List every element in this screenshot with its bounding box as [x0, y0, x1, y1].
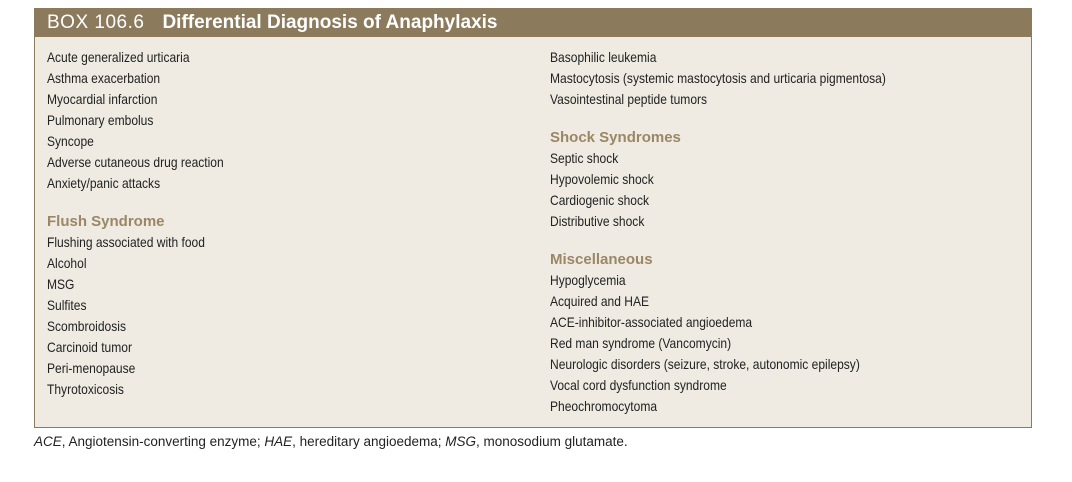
list-item: Scombroidosis — [47, 318, 126, 334]
list-item: Sulfites — [47, 297, 87, 313]
list-item: Thyrotoxicosis — [47, 381, 124, 397]
list-item: Distributive shock — [550, 213, 645, 229]
list-item: Acute generalized urticaria — [47, 49, 190, 65]
right-column — [550, 47, 1020, 417]
flush-syndrome-heading: Flush Syndrome — [47, 213, 165, 230]
flush-syndrome-list — [47, 232, 527, 400]
list-item: Alcohol — [47, 255, 87, 271]
miscellaneous-list — [550, 270, 1020, 417]
shock-syndromes-list — [550, 148, 1020, 232]
list-item: Asthma exacerbation — [47, 70, 161, 86]
box-header — [35, 9, 1031, 37]
list-item: Hypovolemic shock — [550, 171, 654, 187]
abbreviations-footnote — [34, 434, 628, 449]
list-item: Red man syndrome (Vancomycin) — [550, 335, 732, 351]
shock-syndromes-heading: Shock Syndromes — [550, 129, 681, 146]
list-item: MSG — [47, 276, 75, 292]
list-item: Acquired and HAE — [550, 293, 650, 309]
list-item: Vasointestinal peptide tumors — [550, 91, 708, 107]
list-item: ACE-inhibitor-associated angioedema — [550, 314, 753, 330]
list-item: Peri-menopause — [47, 360, 136, 376]
box-label: BOX 106.6 — [47, 12, 145, 33]
list-item: Anxiety/panic attacks — [47, 175, 161, 191]
list-item: Pheochromocytoma — [550, 398, 658, 414]
general-list — [47, 47, 527, 194]
diagnosis-box — [34, 8, 1032, 428]
list-item: Hypoglycemia — [550, 272, 626, 288]
footnote-ace-text: , Angiotensin-converting enzyme; — [61, 434, 265, 449]
list-item: Pulmonary embolus — [47, 112, 154, 128]
footnote-msg-abbr: MSG — [445, 434, 477, 449]
list-item: Myocardial infarction — [47, 91, 158, 107]
list-item: Septic shock — [550, 150, 619, 166]
miscellaneous-heading: Miscellaneous — [550, 251, 653, 268]
footnote-hae-text: , hereditary angioedema; — [292, 434, 446, 449]
list-item: Cardiogenic shock — [550, 192, 650, 208]
left-column — [47, 47, 527, 400]
box-title: Differential Diagnosis of Anaphylaxis — [162, 12, 498, 33]
list-item: Basophilic leukemia — [550, 49, 657, 65]
footnote-ace-abbr: ACE — [34, 434, 62, 449]
list-item: Neurologic disorders (seizure, stroke, autonomic epilepsy) — [550, 356, 860, 372]
general-list-right — [550, 47, 1020, 110]
footnote-msg-text: , monosodium glutamate. — [476, 434, 628, 449]
list-item: Mastocytosis (systemic mastocytosis and urticaria pigmentosa) — [550, 70, 886, 86]
list-item: Syncope — [47, 133, 94, 149]
list-item: Vocal cord dysfunction syndrome — [550, 377, 727, 393]
list-item: Flushing associated with food — [47, 234, 205, 250]
list-item: Carcinoid tumor — [47, 339, 132, 355]
footnote-hae-abbr: HAE — [264, 434, 293, 449]
list-item: Adverse cutaneous drug reaction — [47, 154, 224, 170]
